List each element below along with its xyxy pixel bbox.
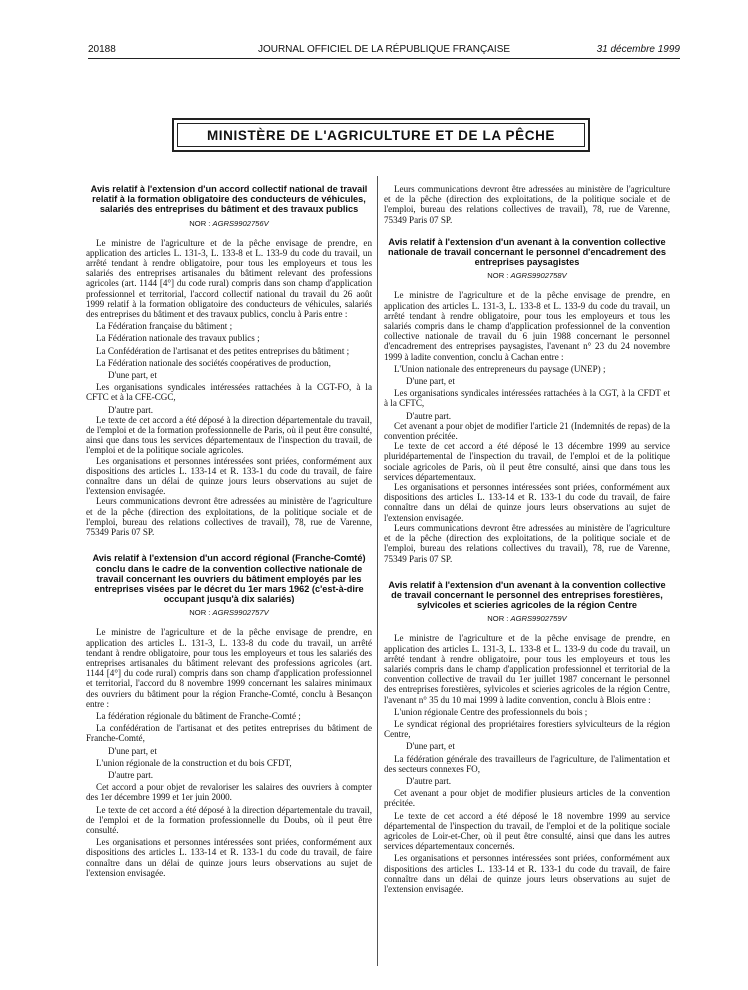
paragraph: D'une part, et	[108, 745, 157, 756]
nor-label: NOR :	[189, 608, 211, 618]
column-divider	[377, 176, 378, 966]
paragraph: Les organisations syndicales intéressées rattachées à la CGT-FO, à la CFTC et à la CFE-CGC,	[86, 382, 372, 403]
paragraph: Leurs communications devront être adressées au ministère de l'agriculture et de la pêche (direction des exploitations, de la politique sociale et de l'emploi, bureau des relations collectives du travail), 78, rue de Varenne, 75349 Paris 07 SP.	[384, 522, 670, 564]
paragraph: Les organisations et personnes intéressées sont priées, conformément aux dispositions des articles L. 133-14 et R. 133-1 du code du travail, de faire connaître dans un délai de quinze jours leurs observations au sujet de l'extension envisagée.	[86, 837, 372, 878]
paragraph: L'union régionale Centre des professionnels du bois ;	[394, 706, 588, 717]
paragraph: L'union régionale de la construction et du bois CFDT,	[96, 757, 292, 768]
nor-reference	[86, 608, 372, 617]
paragraph: Les organisations et personnes intéressées sont priées, conformément aux dispositions des articles L. 133-14 et R. 133-1 du code du travail, de faire connaître dans un délai de quinze jours leurs observations au sujet de l'extension envisagée.	[86, 455, 372, 497]
paragraph: La Confédération de l'artisanat et des petites entreprises du bâtiment ;	[96, 345, 350, 356]
ministry-title: MINISTÈRE DE L'AGRICULTURE ET DE LA PÊCHE	[177, 123, 585, 147]
ministry-box	[172, 118, 590, 152]
paragraph: La Fédération française du bâtiment ;	[96, 321, 233, 332]
nor-label: NOR :	[487, 271, 509, 281]
paragraph: Le ministre de l'agriculture et de la pêche envisage de prendre, en application des articles L. 131-3, L. 133-8 du code du travail, un arrêté tendant à rendre obligatoire, pour tous les employeurs et tous les salariés des entreprises artisanales du bâtiment relevant des professions agricoles (art. 1144 [4°] du code rural) compris dans son champ d'application professionnel et territorial, l'accord du 8 novembre 1999 concernant les salaires minimaux des ouvriers du bâtiment pour la région Franche-Comté, conclu à Besançon entre :	[86, 627, 372, 709]
paragraph: Le texte de cet accord a été déposé à la direction départementale du travail, de l'emploi et de la formation professionnelle de Paris, où il peut être consulté, ainsi que dans tous les services départementaux de l'inspection du travail, de l'emploi et de la politique sociale agricoles.	[86, 414, 372, 456]
paragraph: L'Union nationale des entrepreneurs du paysage (UNEP) ;	[394, 363, 606, 374]
page-header	[88, 44, 680, 58]
paragraph: D'une part, et	[406, 376, 455, 387]
paragraph: Le ministre de l'agriculture et de la pêche envisage de prendre, en application des articles L. 131-3, L. 133-8 et L. 133-9 du code du travail, un arrêté tendant à rendre obligatoire, pour tous les employeurs et tous les salariés compris dans le champ d'application professionnel et territorial de la convention collective de travail du 1er juillet 1987 concernant le personnel des entreprises forestières, sylvicoles et scieries agricoles de la région Centre, l'avenant n° 35 du 10 mai 1999 à ladite convention, conclu à Blois entre :	[384, 633, 670, 705]
nor-label: NOR :	[487, 614, 509, 624]
notice-title: Avis relatif à l'extension d'un accord collectif national de travail relatif à la formation obligatoire des conducteurs de véhicules, salariés des entreprises du bâtiment et des travaux publics	[90, 184, 368, 215]
nor-code: AGRS9902756V	[212, 218, 269, 228]
header-rule	[88, 58, 680, 59]
journal-title: JOURNAL OFFICIEL DE LA RÉPUBLIQUE FRANÇAISE	[257, 44, 511, 55]
paragraph: D'autre part.	[108, 769, 154, 780]
nor-code: AGRS9902758V	[510, 271, 567, 281]
nor-reference	[86, 219, 372, 228]
paragraph: Le syndicat régional des propriétaires forestiers sylviculteurs de la région Centre,	[384, 718, 670, 740]
page-number: 20188	[88, 44, 116, 55]
paragraph: D'autre part.	[406, 775, 452, 786]
paragraph: La fédération générale des travailleurs de l'agriculture, de l'alimentation et des secteurs connexes FO,	[384, 753, 670, 774]
paragraph: Le ministre de l'agriculture et de la pêche envisage de prendre, en application des articles L. 131-3, L. 133-8 et L. 133-9 du code du travail, un arrêté tendant à rendre obligatoire, pour tous les employeurs et tous les salariés compris dans le champ d'application professionnel de la convention collective nationale de travail du 6 juin 1988 concernant le personnel d'encadrement des entreprises paysagistes, l'avenant n° 23 du 24 novembre 1999 à ladite convention, conclu à Cachan entre :	[384, 290, 670, 362]
paragraph: D'autre part.	[108, 404, 154, 415]
notice-title: Avis relatif à l'extension d'un avenant à la convention collective nationale de travail concernant le personnel d'encadrement des entreprises paysagistes	[388, 236, 666, 268]
right-column	[384, 184, 670, 894]
paragraph: Le ministre de l'agriculture et de la pêche envisage de prendre, en application des articles L. 131-3, L. 133-8 et L. 133-9 du code du travail, un arrêté tendant à rendre obligatoire, pour tous les employeurs et tous les salariés des entreprises artisanales du bâtiment relevant des professions agricoles (art. 1144 [4°] du code rural) compris dans son champ d'application professionnel et territorial, l'accord collectif national du travail du 26 août 1999 relatif à la formation obligatoire des conducteurs de véhicules, salariés des entreprises du bâtiment et des travaux publics, conclu à Paris entre :	[86, 237, 372, 320]
paragraph: La confédération de l'artisanat et des petites entreprises du bâtiment de Franche-Comté,	[86, 723, 372, 744]
notice-title: Avis relatif à l'extension d'un avenant à la convention collective de travail concernant le personnel des entreprises forestières, sylvicoles et scieries agricoles de la région Centre	[388, 579, 666, 611]
paragraph: La Fédération nationale des sociétés coopératives de production,	[96, 357, 331, 368]
paragraph: Les organisations et personnes intéressées sont priées, conformément aux dispositions des articles L. 133-14 et R. 133-1 du code du travail, de faire connaître dans un délai de quinze jours leurs observations au sujet de l'extension envisagée.	[384, 853, 670, 894]
paragraph: Leurs communications devront être adressées au ministère de l'agriculture et de la pêche (direction des exploitations, de la politique sociale et de l'emploi, bureau des relations collectives de travail), 78, rue de Varenne, 75349 Paris 07 SP.	[384, 184, 670, 225]
paragraph: Les organisations syndicales intéressées rattachées à la CGT, à la CFDT et à la CFTC,	[384, 388, 670, 409]
paragraph: Le texte de cet accord a été déposé le 13 décembre 1999 au service pluridépartemental de l'inspection du travail, de l'emploi et de la politique sociale agricoles de Paris, où il peut être consulté, ainsi que dans tous les services départementaux.	[384, 441, 670, 482]
issue-date: 31 décembre 1999	[596, 44, 680, 55]
paragraph: Leurs communications devront être adressées au ministère de l'agriculture et de la pêche (direction des exploitations, de la politique sociale et de l'emploi, bureau des relations collectives de travail), 78, rue de Varenne, 75349 Paris 07 SP.	[86, 496, 372, 538]
paragraph: D'une part, et	[406, 741, 455, 752]
left-column	[86, 184, 372, 878]
paragraph: Cet avenant a pour objet de modifier l'article 21 (Indemnités de repas) de la convention précitée.	[384, 420, 670, 442]
notice-agrs9902759v	[384, 580, 670, 894]
nor-label: NOR :	[189, 218, 211, 228]
nor-code: AGRS9902757V	[212, 608, 269, 618]
notice-agrs9902756v	[86, 184, 372, 537]
paragraph: Les organisations et personnes intéressées sont priées, conformément aux dispositions des articles L. 133-14 et R. 133-1 du code du travail, de faire connaître dans un délai de quinze jours leurs observations au sujet de l'extension envisagée.	[384, 482, 670, 523]
paragraph: D'une part, et	[108, 370, 157, 381]
nor-reference	[384, 614, 670, 623]
paragraph: Le texte de cet accord a été déposé à la direction départementale du travail, de l'emploi et de la formation professionnelle du Doubs, où il peut être consulté.	[86, 804, 372, 835]
paragraph: La fédération régionale du bâtiment de Franche-Comté ;	[96, 710, 301, 721]
paragraph: La Fédération nationale des travaux publics ;	[96, 333, 260, 344]
notice-title: Avis relatif à l'extension d'un accord régional (Franche-Comté) conclu dans le cadre de la convention collective nationale de travail concernant les ouvriers du bâtiment employés par les entreprises visées par le décret du 1er mars 1962 (c'est-à-dire occupant jusqu'à dix salariés)	[92, 553, 366, 605]
notice-agrs9902758v	[384, 237, 670, 564]
notice-agrs9902757v	[86, 553, 372, 878]
nor-reference	[384, 271, 670, 280]
paragraph: D'autre part.	[406, 410, 452, 421]
paragraph: Cet avenant a pour objet de modifier plusieurs articles de la convention précitée.	[384, 788, 670, 809]
paragraph: Le texte de cet accord a été déposé le 18 novembre 1999 au service départemental de l'inspection du travail, de l'emploi et de la politique sociale agricoles de Loir-et-Cher, où il peut être consulté, ainsi que dans les autres services départementaux concernés.	[384, 810, 670, 852]
nor-code: AGRS9902759V	[510, 614, 567, 624]
paragraph: Cet accord a pour objet de revaloriser les salaires des ouvriers à compter des 1er décembre 1999 et 1er juin 2000.	[86, 782, 372, 803]
